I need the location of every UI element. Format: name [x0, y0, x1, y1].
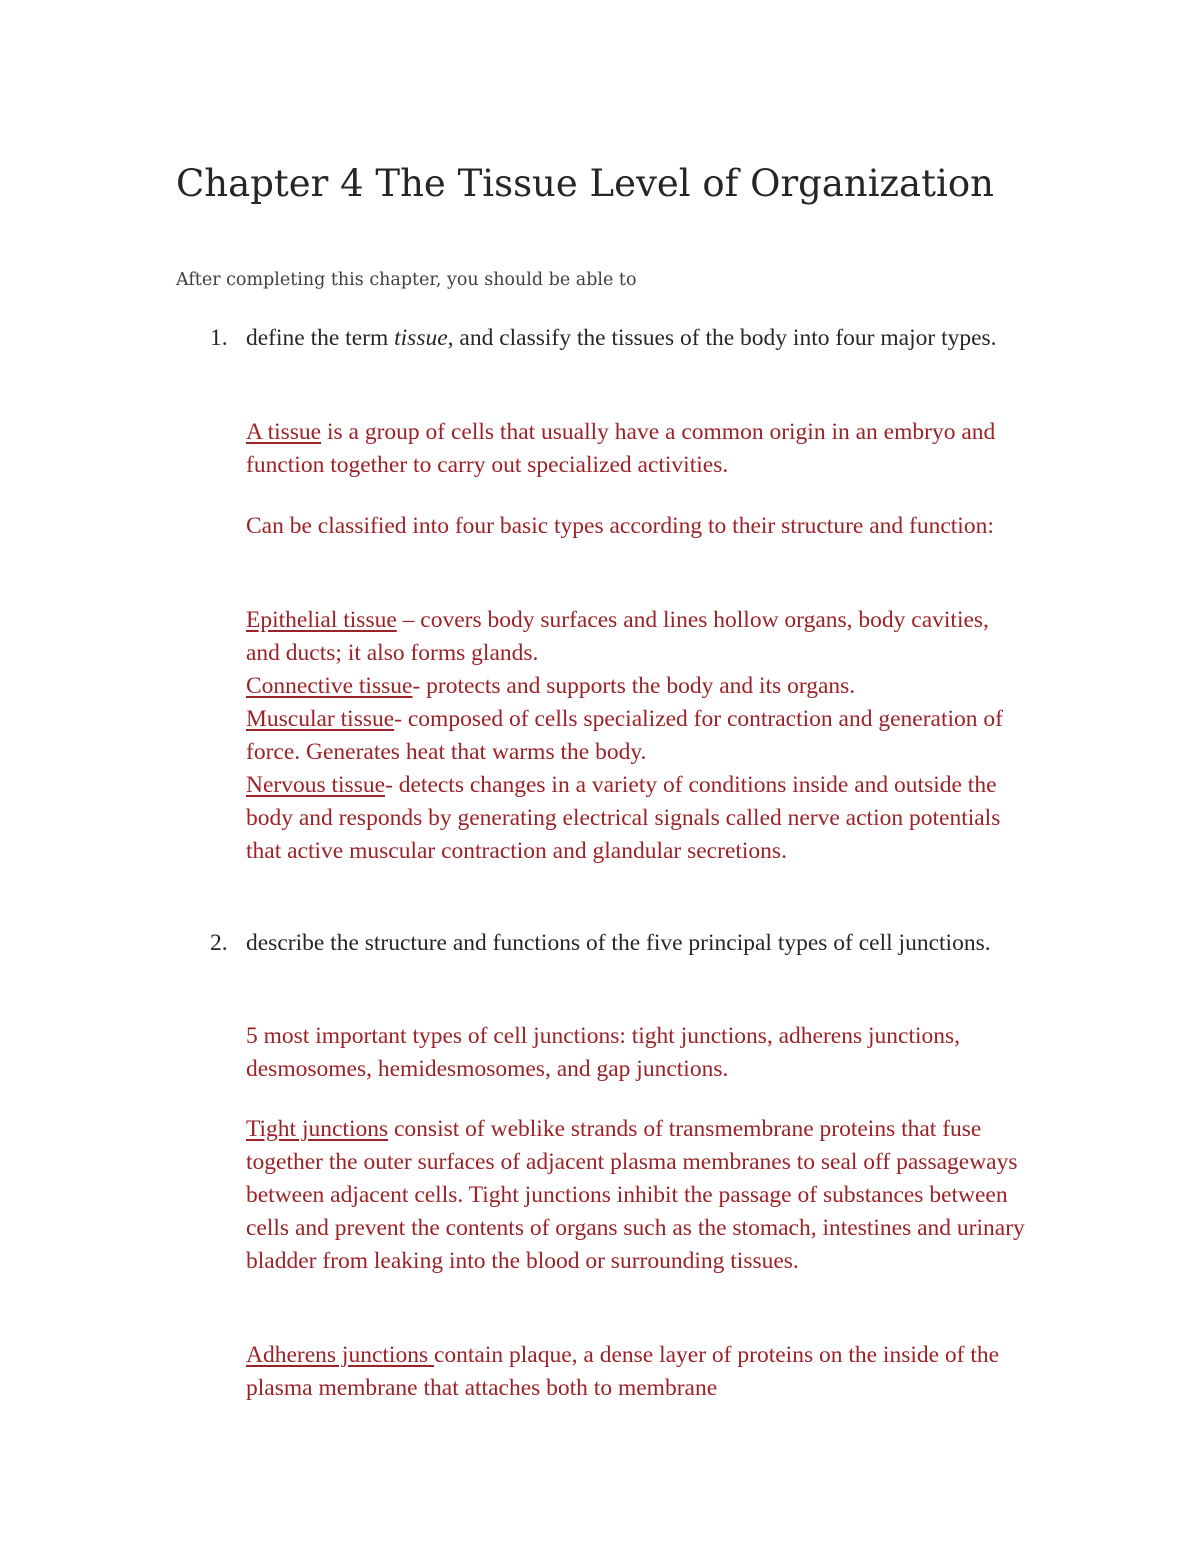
tissue-type-nervous — [246, 769, 1026, 868]
classification-text: Can be classified into four basic types according to their structure and function: — [246, 513, 994, 539]
tissue-type-desc: - protects and supports the body and its organs. — [412, 673, 856, 699]
tissue-type-name: Nervous tissue — [246, 772, 386, 798]
objective-2-number: 2. — [210, 930, 228, 956]
intro-text: After completing this chapter, you should be able to — [176, 270, 637, 290]
adherens-junctions-paragraph — [246, 1339, 1026, 1405]
definition-text: is a group of cells that usually have a common origin in an embryo and function together to carry out specialized activities. — [246, 419, 996, 478]
tight-junctions-term: Tight junctions — [246, 1116, 389, 1142]
definition-term: tissue — [261, 419, 322, 445]
objective-1-text — [246, 322, 1026, 355]
tissue-type-connective — [246, 670, 1026, 703]
objective-2-text: describe the structure and functions of the five principal types of cell junctions. — [246, 930, 991, 956]
tissue-type-epithelial — [246, 604, 1026, 670]
objective-1-number: 1. — [210, 325, 228, 351]
chapter-title: Chapter 4 The Tissue Level of Organization — [176, 162, 994, 205]
tissue-type-desc: - composed of cells specialized for contraction and generation of force. Generates heat that warms the body. — [246, 706, 1003, 765]
tissue-type-name: Epithelial tissue — [246, 607, 397, 633]
tight-junctions-paragraph — [246, 1113, 1026, 1278]
tissue-type-name: Muscular tissue — [246, 706, 395, 732]
definition-prefix: A — [246, 419, 262, 445]
objective-1-text-after: , and classify the tissues of the body into four major types. — [447, 325, 997, 351]
tissue-type-muscular — [246, 703, 1026, 769]
tissue-types-list — [246, 604, 1026, 868]
tissue-type-desc: - detects changes in a variety of conditions inside and outside the body and responds by generating electrical signals called nerve action potentials that active muscular contraction and glandular secretions. — [246, 772, 1001, 864]
tissue-type-desc: – covers body surfaces and lines hollow organs, body cavities, and ducts; it also forms glands. — [246, 607, 989, 666]
junctions-summary: 5 most important types of cell junctions: tight junctions, adherens junctions, desmosomes, hemidesmosomes, and gap junctions. — [246, 1023, 961, 1082]
adherens-junctions-term: Adherens junctions — [246, 1342, 434, 1368]
tissue-type-name: Connective tissue — [246, 673, 413, 699]
objective-1-text-before: define the term — [246, 325, 395, 351]
adherens-junctions-text: contain plaque, a dense layer of proteins on the inside of the plasma membrane that attaches both to membrane — [246, 1342, 1000, 1401]
tight-junctions-text: consist of weblike strands of transmembrane proteins that fuse together the outer surfaces of adjacent plasma membranes to seal off passageways between adjacent cells. Tight junctions inhibit the passage of substances between cells and prevent the contents of organs such as the stomach, intestines and urinary bladder from leaking into the blood or surrounding tissues. — [246, 1116, 1025, 1274]
objective-1-term: tissue — [394, 325, 448, 351]
tissue-definition — [246, 416, 1026, 482]
